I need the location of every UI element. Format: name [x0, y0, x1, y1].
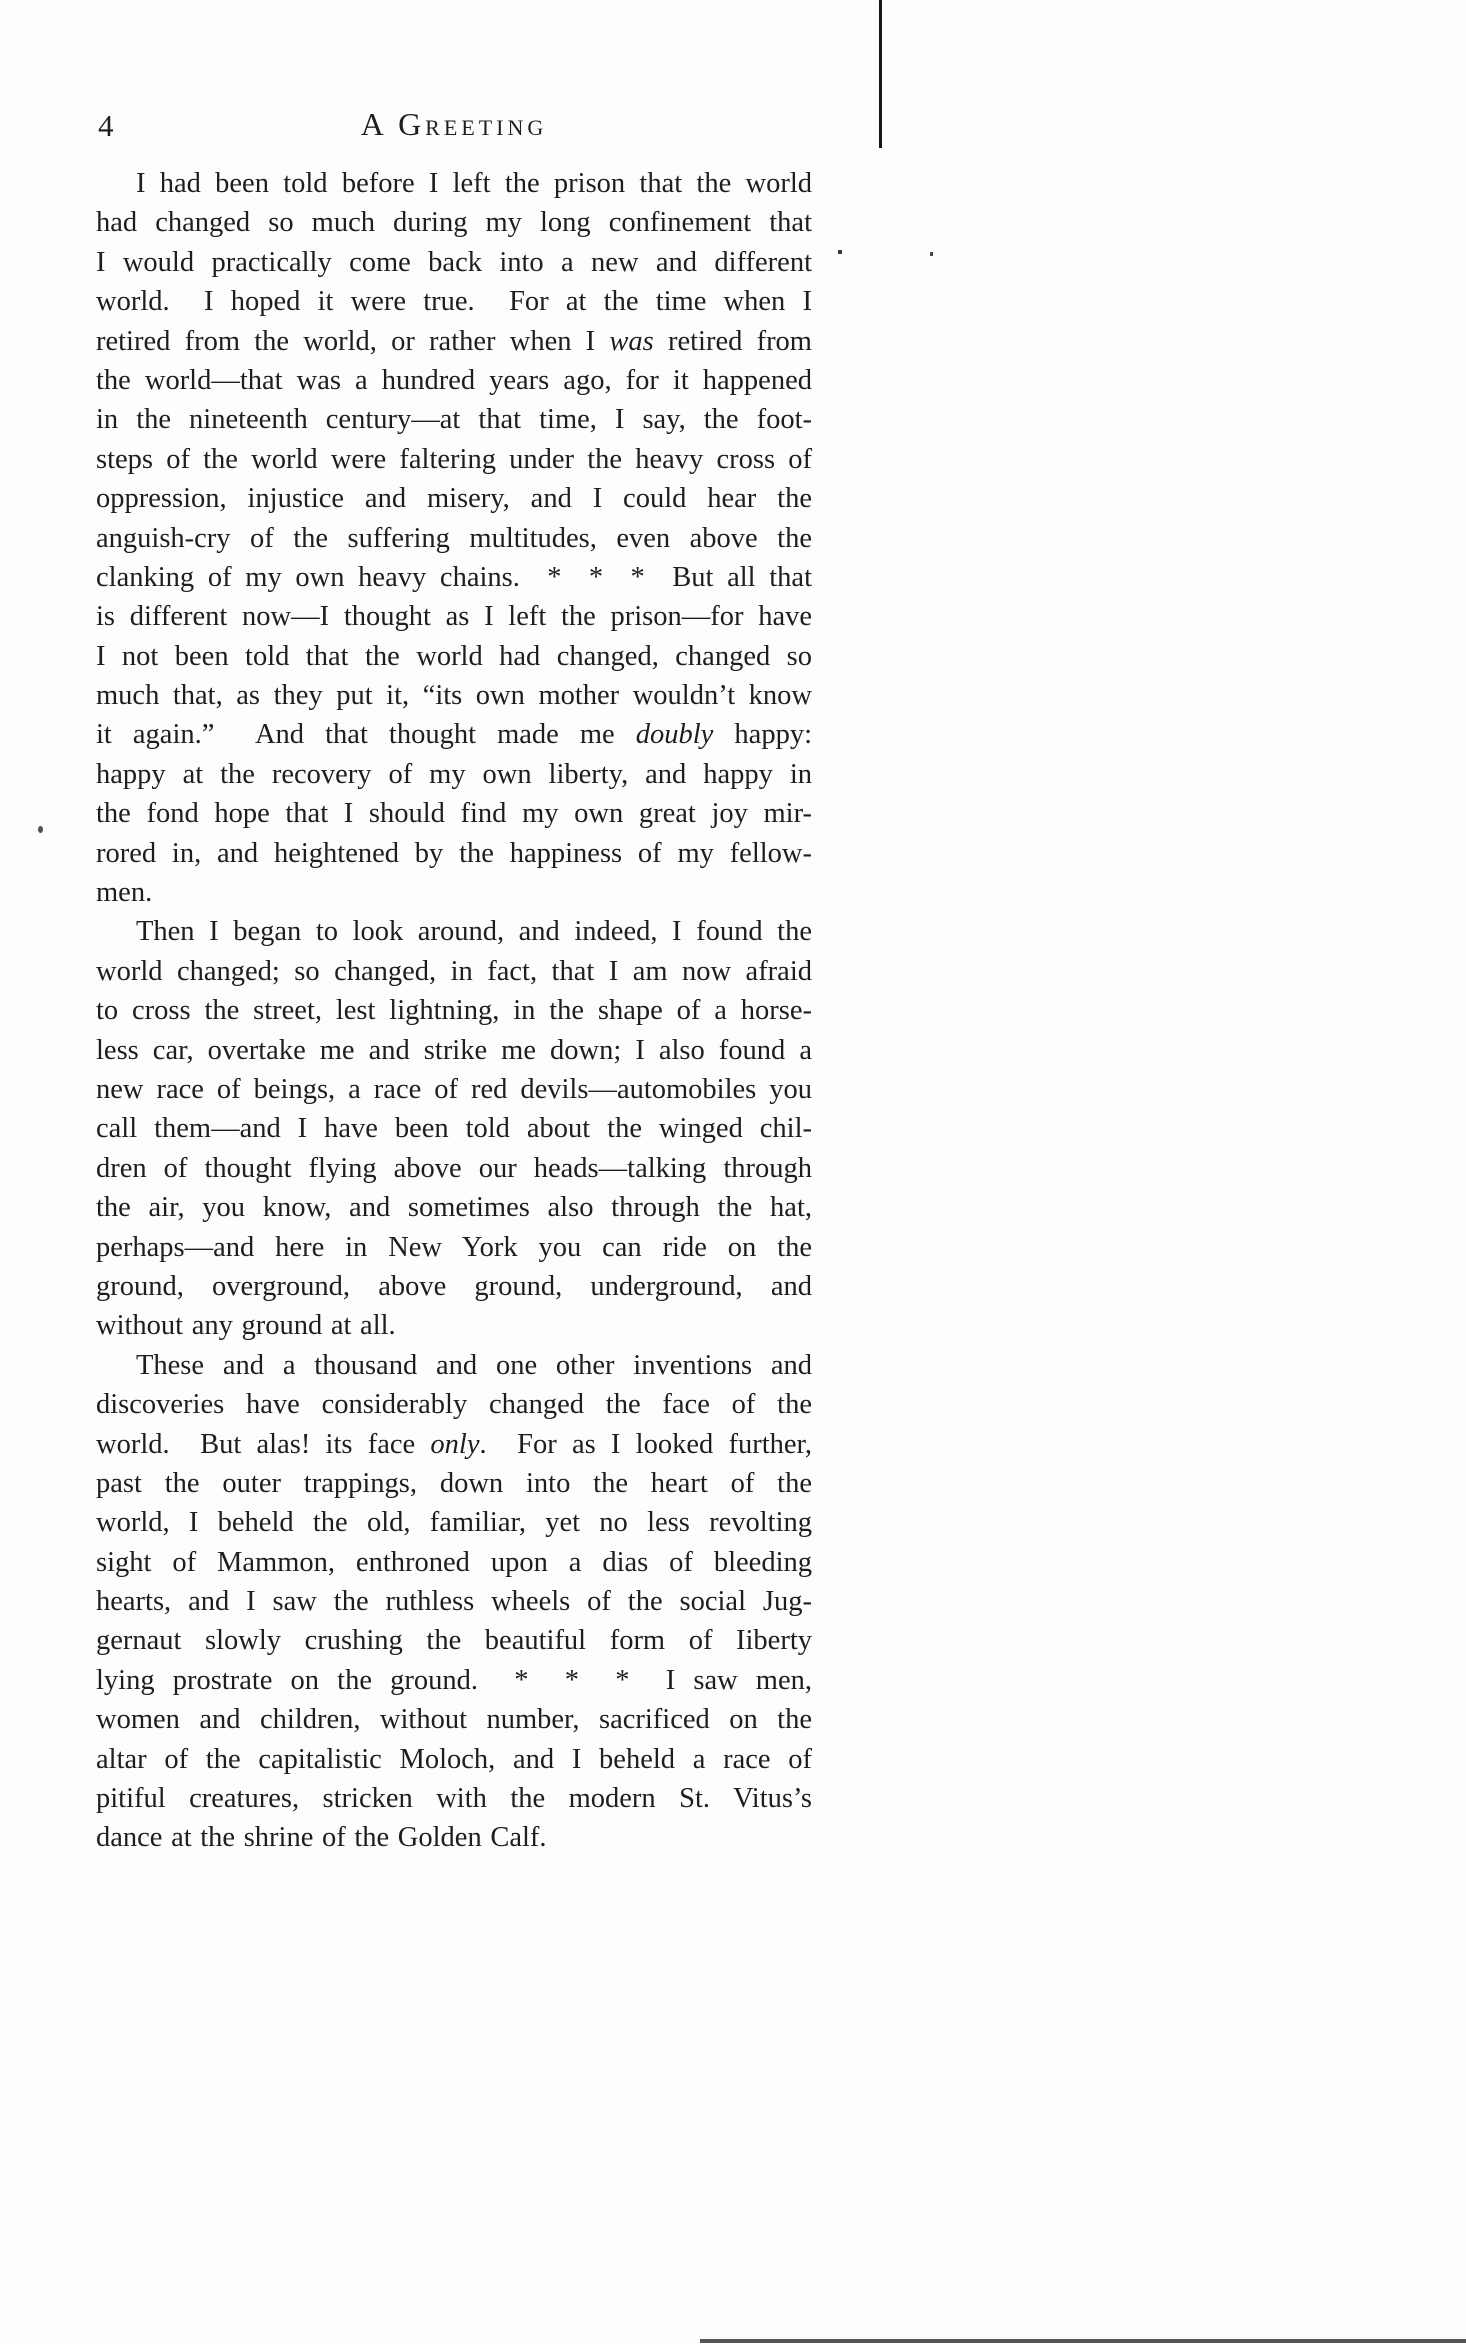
text-line: less car, overtake me and strike me down; I also found a: [96, 1034, 812, 1066]
scan-artifact-edge: [700, 2339, 1466, 2343]
text-line: to cross the street, lest lightning, in the shape of a horse-: [96, 995, 812, 1027]
text-line: retired from the world, or rather when I was retired from: [96, 325, 812, 357]
text-line: altar of the capitalistic Moloch, and I beheld a race of: [96, 1743, 812, 1775]
text-line: oppression, injustice and misery, and I could hear the: [96, 483, 812, 515]
text-line: gernaut slowly crushing the beautiful form of Iiberty: [96, 1625, 812, 1657]
text-line: steps of the world were faltering under the heavy cross of: [96, 443, 812, 475]
text-line: world changed; so changed, in fact, that I am now afraid: [96, 955, 812, 987]
paragraph-2: [96, 912, 812, 1345]
paragraph-3: [96, 1346, 812, 1858]
text-line: ground, overground, above ground, underground, and: [96, 1270, 812, 1302]
text-line: I not been told that the world had changed, changed so: [96, 640, 812, 672]
text-line: in the nineteenth century—at that time, I say, the foot-: [96, 404, 812, 436]
text-line: dance at the shrine of the Golden Calf.: [96, 1822, 547, 1854]
text-line: world. I hoped it were true. For at the time when I: [96, 286, 812, 318]
text-line: hearts, and I saw the ruthless wheels of the social Jug-: [96, 1586, 812, 1618]
text-line: men.: [96, 877, 153, 909]
text-line: much that, as they put it, “its own mother wouldn’t know: [96, 680, 812, 712]
text-line: I would practically come back into a new and different: [96, 246, 812, 278]
text-line: clanking of my own heavy chains. * * * But all that: [96, 561, 812, 593]
text-line: is different now—I thought as I left the prison—for have: [96, 601, 812, 633]
chapter-title: A Greeting: [360, 106, 548, 142]
text-line: world, I beheld the old, familiar, yet no less revolting: [96, 1507, 812, 1539]
page-number: 4: [98, 108, 114, 143]
text-line: Then I began to look around, and indeed, I found the: [136, 916, 812, 948]
text-line: the fond hope that I should find my own great joy mir-: [96, 798, 812, 830]
text-line: rored in, and heightened by the happiness of my fellow-: [96, 837, 812, 869]
text-line: the world—that was a hundred years ago, for it happened: [96, 364, 812, 396]
running-head: [96, 106, 812, 152]
text-line: perhaps—and here in New York you can ride on the: [96, 1231, 812, 1263]
text-line: women and children, without number, sacrificed on the: [96, 1704, 812, 1736]
text-line: dren of thought flying above our heads—talking through: [96, 1152, 812, 1184]
scan-artifact-line: [879, 0, 882, 148]
text-line: lying prostrate on the ground. * * * I saw men,: [96, 1664, 812, 1696]
text-line: had changed so much during my long confinement that: [96, 207, 812, 239]
scan-artifact-speck: [838, 250, 842, 254]
text-line: past the outer trappings, down into the heart of the: [96, 1467, 812, 1499]
text-line: anguish-cry of the suffering multitudes, even above the: [96, 522, 812, 554]
text-line: it again.” And that thought made me doubly happy:: [96, 719, 812, 751]
text-line: call them—and I have been told about the winged chil-: [96, 1113, 812, 1145]
text-line: I had been told before I left the prison that the world: [136, 168, 812, 199]
text-line: world. But alas! its face only. For as I looked further,: [96, 1428, 812, 1460]
body-text: [96, 164, 812, 1858]
text-line: sight of Mammon, enthroned upon a dias of bleeding: [96, 1546, 812, 1578]
text-line: new race of beings, a race of red devils—automobiles you: [96, 1073, 812, 1105]
text-line: discoveries have considerably changed the face of the: [96, 1389, 812, 1421]
paragraph-1: [96, 164, 812, 912]
scan-artifact-dot: [38, 826, 43, 833]
text-line: happy at the recovery of my own liberty, and happy in: [96, 758, 812, 790]
text-line: the air, you know, and sometimes also through the hat,: [96, 1192, 812, 1224]
scan-artifact-speck: [930, 252, 933, 256]
text-line: pitiful creatures, stricken with the modern St. Vitus’s: [96, 1783, 812, 1815]
text-line: These and a thousand and one other inventions and: [136, 1349, 812, 1381]
text-line: without any ground at all.: [96, 1310, 396, 1342]
